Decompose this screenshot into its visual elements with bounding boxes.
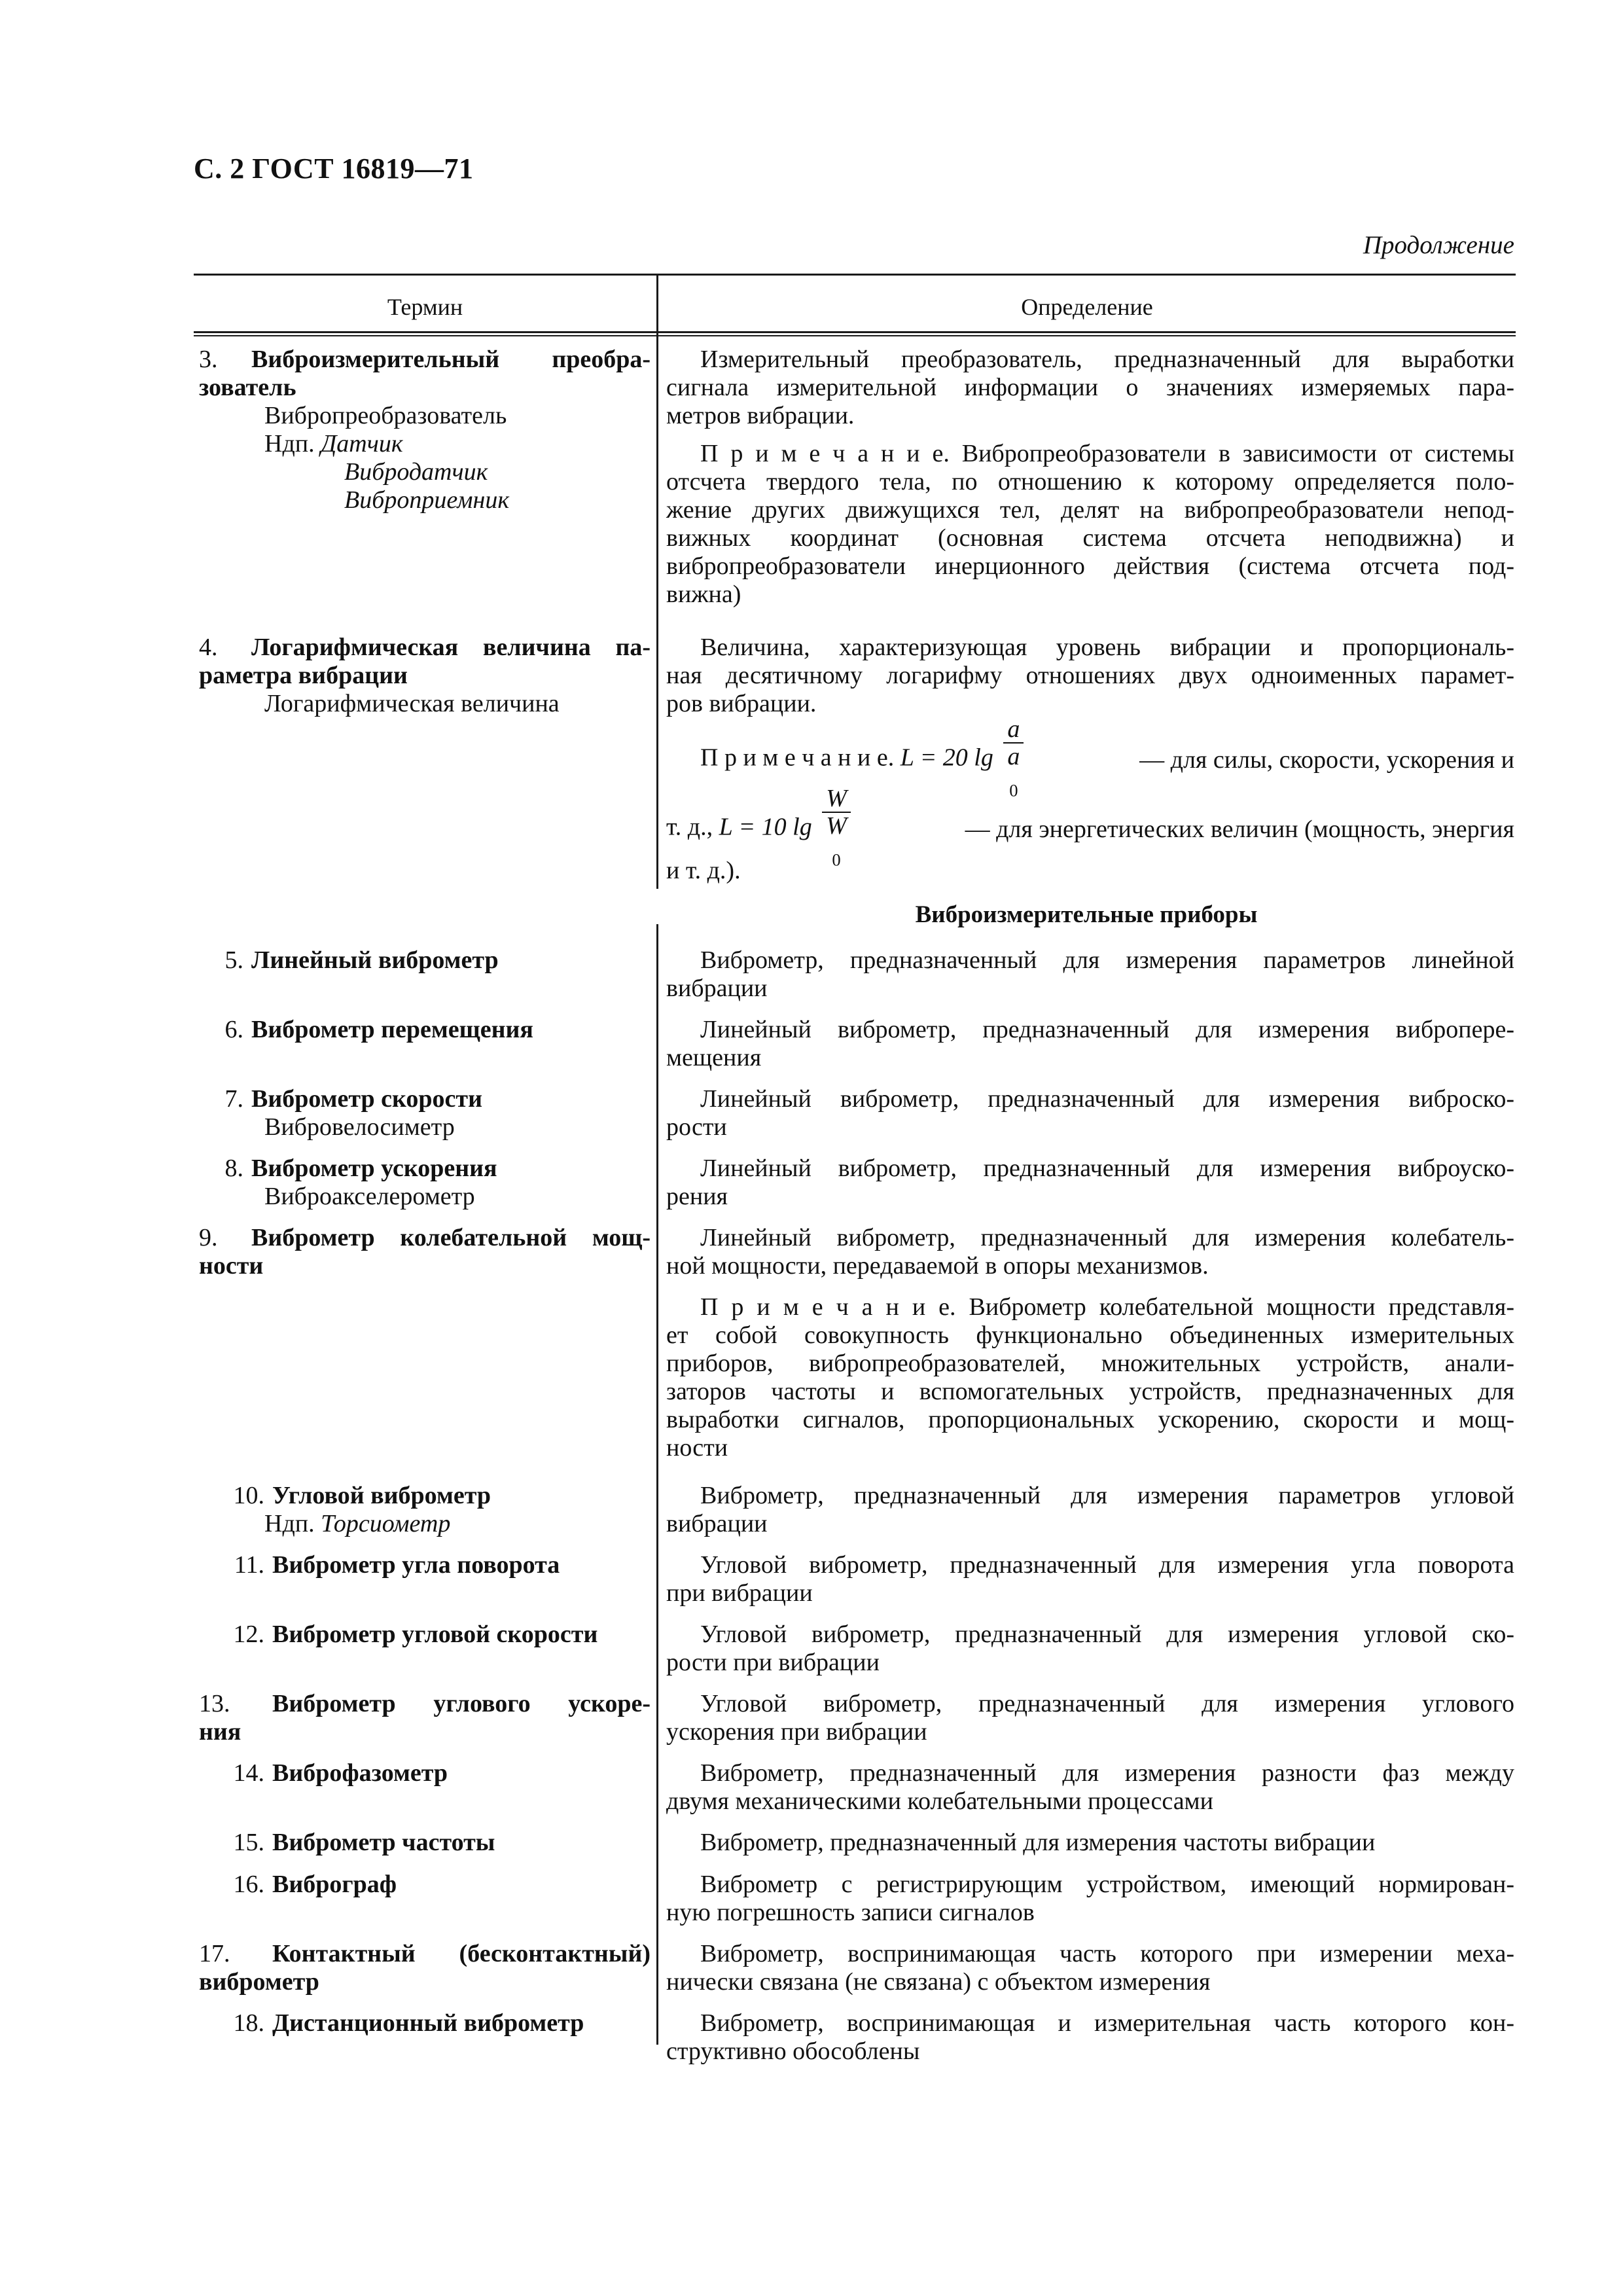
term-title: Виброметр ускорения [251,1155,497,1182]
term-entry [199,1551,651,1579]
term-title-end: зователь [199,374,296,401]
term-number: 17. [199,1940,230,1967]
definition-line: Виброметр, предназначенный для измерения параметров линейной [700,946,1514,974]
term-entry [199,1871,651,1899]
note-formula-3: и т. д.). [666,857,741,884]
term-title: Виброизмерительный [251,346,500,373]
ndp-label: Ндп. [264,430,315,457]
formula-fraction: a a $_0$ [1003,716,1024,804]
note-label: П р и м е ч а н и е. [700,744,895,772]
definition-line: двумя механическими колебательными процессами [666,1787,1213,1815]
term-title: Виброметр угла поворота [272,1551,560,1579]
definition-entry [666,1690,1514,1746]
term-entry [199,1690,651,1746]
note-line: П р и м е ч а н и е. Виброметр колебательной мощности представля- [700,1293,1514,1321]
definition-entry [666,2009,1514,2066]
term-title: Контактный (бесконтактный) [272,1940,651,1967]
term-entry [199,1085,651,1141]
definition-entry-4: Величина, характеризующая уровень вибрации и пропорциональ- ная десятичному логарифму отношениях двух одноименных парамет- ров вибрации. [666,634,1514,717]
term-number: 4. [199,634,218,661]
term-number: 8. [224,1155,243,1182]
term-entry [199,1482,651,1538]
formula-lhs: L = 20 lg [900,744,993,772]
term-entry [199,1224,651,1280]
note-label: П р и м е ч а н и е. [700,440,950,467]
table-header-rule [194,331,1516,333]
definition-line: вибрации [666,975,768,1002]
note-label: П р и м е ч а н и е. [700,1293,956,1321]
note-line: заторов частоты и вспомогательных устройств, предназначенных для [666,1378,1514,1405]
term-number: 14. [233,1759,264,1787]
term-title-cont: преобра- [552,346,651,373]
term-entry [199,1940,651,1996]
definition-line: Виброметр, воспринимающая часть которого при измерении меха- [700,1940,1514,1967]
term-title: Линейный виброметр [251,946,499,974]
note-line: ет собой совокупность функционально объединенных измерительных [666,1321,1514,1349]
note-line: выработки сигналов, пропорциональных ускорению, скорости и мощ- [666,1406,1514,1433]
ndp-term: Вибродатчик [344,458,488,486]
term-number: 11. [234,1551,264,1579]
term-title: Виброметр угловой скорости [272,1621,598,1648]
definition-line: Линейный виброметр, предназначенный для измерения вибропере- [700,1016,1514,1043]
note-line: приборов, вибропреобразователей, множительных устройств, анали- [666,1350,1514,1377]
definition-entry [666,1759,1514,1816]
definition-line: Виброметр с регистрирующим устройством, имеющий нормирован- [700,1871,1514,1898]
term-number: 16. [233,1871,264,1898]
term-number: 18. [233,2009,264,2037]
term-title: Виброметр колебательной мощ- [251,1224,651,1251]
table-header-rule-2 [194,335,1516,336]
term-synonym: Вибропреобразователь [264,402,507,429]
term-entry [199,1829,651,1857]
definition-line: структивно обособлены [666,2037,920,2065]
column-separator-upper [656,274,658,889]
term-title: Виброметр частоты [272,1829,495,1856]
term-title: Угловой виброметр [272,1482,491,1509]
definition-entry [666,1085,1514,1141]
term-number: 12. [233,1621,264,1648]
formula-text: — для силы, скорости, ускорения и [1139,745,1514,774]
definition-line: Угловой виброметр, предназначенный для измерения угловой ско- [700,1621,1514,1648]
definition-line: вибрации [666,1510,768,1537]
definition-entry [666,1482,1514,1538]
term-title: Виброметр скорости [251,1085,482,1113]
term-title-end: ности [199,1252,264,1280]
definition-entry [666,1155,1514,1211]
term-entry [199,946,651,975]
definition-line: Угловой виброметр, предназначенный для измерения угла поворота [700,1551,1514,1579]
term-title: Виброфазометр [272,1759,448,1787]
definition-entry [666,1829,1514,1857]
term-entry [199,1016,651,1044]
ndp-term: Торсиометр [321,1510,451,1537]
formula-text: — для энергетических величин (мощность, энергия [965,815,1514,843]
definition-line: Линейный виброметр, предназначенный для измерения колебатель- [700,1224,1514,1251]
note-formula-2: т. д., L = 10 lg W W $_0$ — для энергетических величин (мощность, энергия [666,785,1514,873]
definition-entry [666,1871,1514,1927]
note-line: ности [666,1434,728,1462]
term-entry [199,1155,651,1211]
ndp-term: Виброприемник [344,486,510,514]
definition-line: рения [666,1183,728,1210]
term-title: Дистанционный виброметр [272,2009,584,2037]
ndp-label: Ндп. [264,1510,315,1537]
column-separator-lower [656,924,658,2045]
definition-line: ную погрешность записи сигналов [666,1899,1035,1926]
term-title: Виброграф [272,1871,397,1898]
definition-line: ускорения при вибрации [666,1718,927,1746]
definition-entry [666,1551,1514,1607]
continuation-label: Продолжение [1363,231,1514,259]
section-title: Виброизмерительные приборы [915,901,1258,928]
definition-entry-3: Измерительный преобразователь, предназначенный для выработки сигнала измерительной информации о значениях измеряемых пара- метров вибрации. [666,346,1514,429]
column-header-term: Термин [387,294,463,320]
definition-line: ной мощности, передаваемой в опоры механизмов. [666,1252,1209,1280]
term-entry [199,2009,651,2037]
term-title-end: раметра вибрации [199,662,408,689]
definition-line: Виброметр, предназначенный для измерения параметров угловой [700,1482,1514,1509]
term-number: 7. [224,1085,243,1113]
term-synonym: Логарифмическая величина [264,690,560,717]
definition-line: Виброметр, предназначенный для измерения частоты вибрации [700,1829,1376,1856]
term-title: Виброметр перемещения [251,1016,533,1043]
term-title-end: ния [199,1718,241,1746]
definition-line: Линейный виброметр, предназначенный для измерения виброско- [700,1085,1514,1113]
term-number: 3. [199,346,218,373]
term-entry [199,1621,651,1649]
definition-line: Угловой виброметр, предназначенный для измерения углового [700,1690,1514,1717]
term-number: 15. [233,1829,264,1856]
definition-line: Виброметр, воспринимающая и измерительная часть которого кон- [700,2009,1514,2037]
formula-fraction: W W $_0$ [822,785,851,873]
page-title: С. 2 ГОСТ 16819—71 [194,152,474,185]
definition-line: Линейный виброметр, предназначенный для измерения виброуско- [700,1155,1514,1182]
term-synonym: Виброакселерометр [264,1183,475,1210]
term-number: 5. [224,946,243,974]
definition-line: рости при вибрации [666,1649,880,1676]
definition-entry [666,1940,1514,1996]
definition-entry [666,1016,1514,1072]
term-number: 6. [224,1016,243,1043]
table-top-rule [194,274,1516,276]
term-title: Виброметр углового ускоре- [272,1690,651,1717]
ndp-term: Датчик [321,430,403,457]
definition-entry [666,1224,1514,1462]
definition-line: при вибрации [666,1579,813,1607]
term-title: Логарифмическая величина па- [251,634,651,661]
formula-lhs: L = 10 lg [719,813,812,841]
term-entry-3 [199,346,651,514]
term-synonym: Вибровелосиметр [264,1113,455,1141]
definition-entry [666,946,1514,1003]
term-number: 10. [233,1482,264,1509]
term-number: 9. [199,1224,218,1251]
definition-line: Виброметр, предназначенный для измерения разности фаз между [700,1759,1514,1787]
term-title-end: виброметр [199,1968,319,1996]
term-entry [199,1759,651,1787]
definition-entry [666,1621,1514,1677]
definition-line: мещения [666,1044,762,1071]
definition-line: рости [666,1113,727,1141]
term-entry-4 [199,634,651,718]
column-header-definition: Определение [1021,294,1153,320]
term-number: 13. [199,1690,230,1717]
definition-line: нически связана (не связана) с объектом измерения [666,1968,1211,1996]
note-entry-3: П р и м е ч а н и е. Вибропреобразователи в зависимости от системы отсчета твердого тела, по отношению к которому определяется поло- жение других движущихся тел, делят на вибропреобразователи непод- вижных координат (основная система отсчета неподвижна) и вибропреобразователи инерционного действия (система отсчета под- вижна) [666,440,1514,608]
